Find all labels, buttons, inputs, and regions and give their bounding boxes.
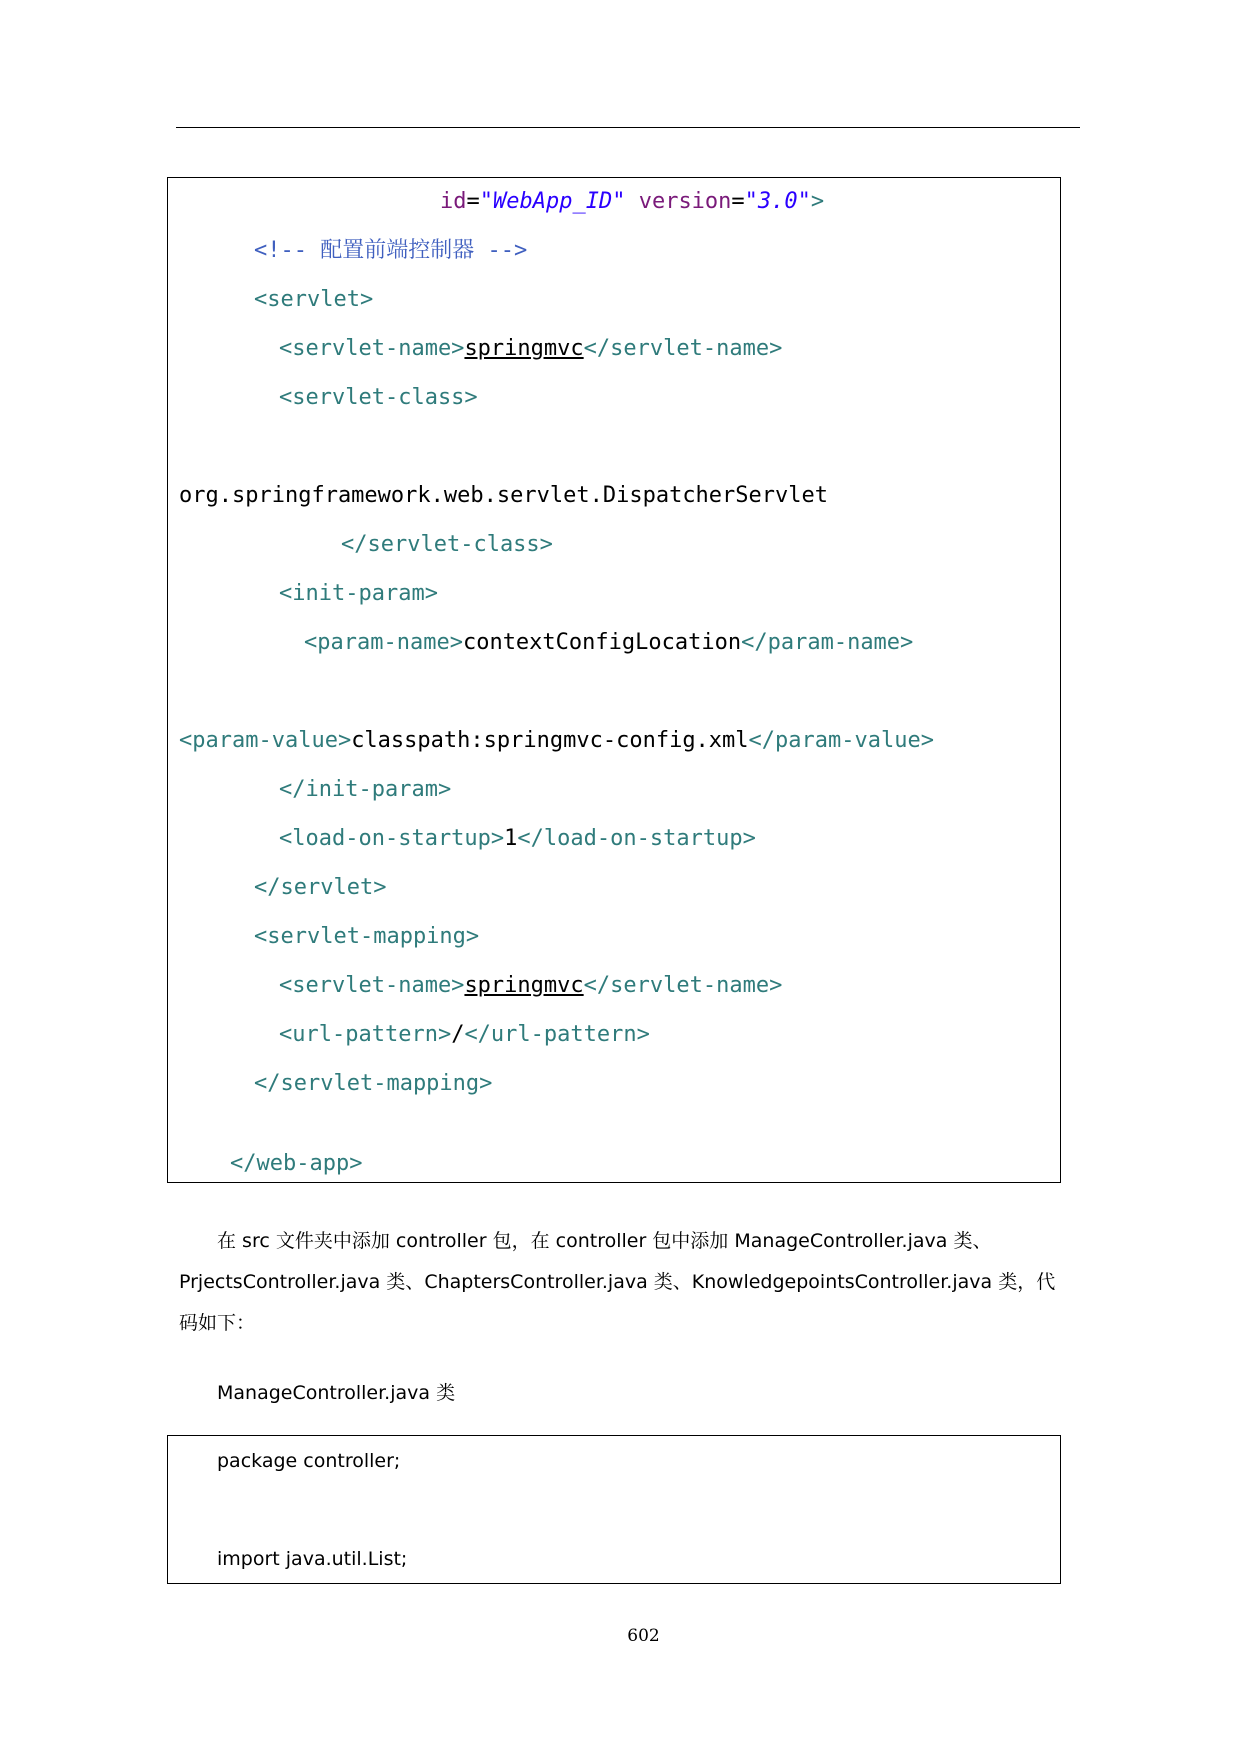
paragraph-line-3: 码如下： [179, 1312, 256, 1334]
code-line-servlet-class-close: </servlet-class> [341, 532, 553, 557]
code-line-servlet-open: <servlet> [254, 287, 374, 312]
code-line-url-pattern: <url-pattern>/</url-pattern> [279, 1022, 650, 1047]
code-line-servlet-mapping-open: <servlet-mapping> [254, 924, 480, 949]
code-line-servlet-close: </servlet> [254, 875, 387, 900]
code-line-init-param-close: </init-param> [279, 777, 452, 802]
paragraph-line-2: PrjectsController.java 类、ChaptersController.java 类、KnowledgepointsController.java 类，代 [179, 1271, 1056, 1293]
section-caption: ManageController.java 类 [217, 1382, 456, 1404]
code-line-web-app-close: </web-app> [230, 1151, 363, 1176]
code-line-load-on-startup: <load-on-startup>1</load-on-startup> [279, 826, 756, 851]
code-line-servlet-class-value: org.springframework.web.servlet.DispatcherServlet [179, 483, 829, 508]
code-block-manage-controller [167, 1435, 1061, 1584]
code-line-param-value: <param-value>classpath:springmvc-config.xml</param-value> [179, 728, 934, 753]
code-line-servlet-mapping-close: </servlet-mapping> [254, 1071, 493, 1096]
paragraph-line-1: 在 src 文件夹中添加 controller 包，在 controller 包中添加 ManageController.java 类、 [217, 1230, 992, 1252]
code-line-webapp-attrs: id="WebApp_ID" version="3.0"> [440, 189, 825, 214]
code-line-comment: <!-- 配置前端控制器 --> [254, 238, 528, 263]
code-block-web-xml [167, 177, 1061, 1183]
code-line-package: package controller; [217, 1450, 401, 1472]
code-line-init-param-open: <init-param> [279, 581, 438, 606]
header-rule [176, 127, 1080, 128]
code-line-import: import java.util.List; [217, 1548, 408, 1570]
code-line-mapping-servlet-name: <servlet-name>springmvc</servlet-name> [279, 973, 783, 998]
code-line-servlet-class-open: <servlet-class> [279, 385, 478, 410]
code-line-param-name: <param-name>contextConfigLocation</param-name> [304, 630, 914, 655]
code-line-servlet-name: <servlet-name>springmvc</servlet-name> [279, 336, 783, 361]
page-number: 602 [627, 1626, 660, 1646]
